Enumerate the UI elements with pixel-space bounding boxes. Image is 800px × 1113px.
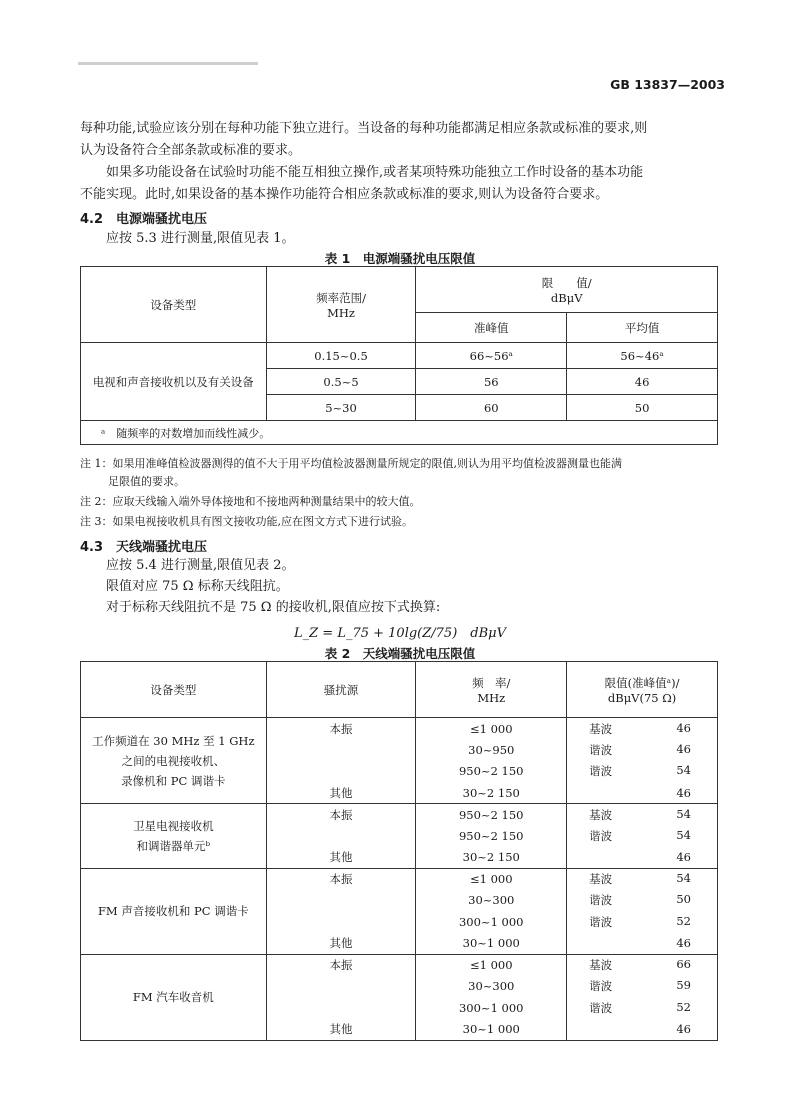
table2-source <box>266 911 416 933</box>
table1-header-freq: 频率范围/ MHz <box>266 267 416 343</box>
table1-header-limit: 限 值/ dBμV <box>416 267 718 313</box>
table2-harmonic: 谐波 <box>589 1000 613 1015</box>
note-3: 注 3：如果电视接收机具有图文接收功能,应在图文方式下进行试验。 <box>80 515 413 528</box>
table1-cell: 56~46ᵃ <box>567 343 718 369</box>
table2-value: 54 <box>676 806 691 821</box>
table2-harmonic: 基波 <box>589 958 613 972</box>
table-row <box>81 954 718 976</box>
note-1: 注 1：如果用准峰值检波器测得的值不大于用平均值检波器测量所规定的限值,则认为用平均值检波器测量也能满 <box>80 457 622 470</box>
table2 <box>80 661 718 1041</box>
table2-limit <box>567 825 718 847</box>
table2-limit <box>567 739 718 761</box>
table2-value: 59 <box>676 978 691 993</box>
conversion-formula: L_Z = L_75 + 10lg(Z/75) dBμV <box>294 626 506 641</box>
table1-footnote: ᵃ 随频率的对数增加而线性减少。 <box>81 421 718 445</box>
table1-cell: 60 <box>416 395 567 421</box>
table2-value: 54 <box>676 763 691 778</box>
table2-header-device: 设备类型 <box>81 662 267 718</box>
section-text: 应按 5.4 进行测量,限值见表 2。 <box>106 558 295 573</box>
table2-source: 其他 <box>266 847 416 869</box>
table2-freq: 30~1 000 <box>416 933 567 955</box>
table2-source <box>266 761 416 783</box>
table2-value: 52 <box>676 999 691 1014</box>
table2-source: 本振 <box>266 868 416 890</box>
table1-cell: 56 <box>416 369 567 395</box>
table2-harmonic: 谐波 <box>589 979 613 994</box>
table2-device: FM 汽车收音机 <box>81 954 267 1040</box>
table2-source: 本振 <box>266 954 416 976</box>
table2-freq: 300~1 000 <box>416 997 567 1019</box>
section-heading-4-2: 4.2 电源端骚扰电压 <box>80 212 208 227</box>
table2-source: 其他 <box>266 782 416 804</box>
paragraph-line: 每种功能,试验应该分别在每种功能下独立进行。当设备的每种功能都满足相应条款或标准的要求,则 <box>80 121 648 136</box>
table2-value: 54 <box>676 871 691 885</box>
table2-source <box>266 825 416 847</box>
table2-freq: 300~1 000 <box>416 911 567 933</box>
header-rule <box>78 62 258 65</box>
table2-value: 46 <box>676 720 691 735</box>
table2-freq: 30~2 150 <box>416 847 567 869</box>
table1-header-device: 设备类型 <box>81 267 267 343</box>
table2-harmonic: 谐波 <box>589 914 613 929</box>
table2-value: 66 <box>676 957 691 971</box>
table-row <box>81 718 718 740</box>
section-heading-4-3: 4.3 天线端骚扰电压 <box>80 540 208 555</box>
table2-value: 46 <box>676 1022 691 1036</box>
table1-cell: 5~30 <box>266 395 416 421</box>
table2-header-freq: 频 率/ MHz <box>416 662 567 718</box>
note-2: 注 2：应取天线输入端外导体接地和不接地两种测量结果中的较大值。 <box>80 495 421 508</box>
table2-value: 50 <box>676 892 691 907</box>
table2-harmonic: 谐波 <box>589 828 613 843</box>
table2-value: 46 <box>676 785 691 800</box>
table1-cell: 66~56ᵃ <box>416 343 567 369</box>
table2-limit <box>567 761 718 783</box>
table2-harmonic: 基波 <box>589 807 613 822</box>
table2-freq: ≤1 000 <box>416 868 567 890</box>
table2-value: 52 <box>676 913 691 928</box>
section-text: 对于标称天线阻抗不是 75 Ω 的接收机,限值应按下式换算: <box>106 600 441 615</box>
table2-limit <box>567 954 718 976</box>
table2-limit <box>567 1019 718 1041</box>
table1-header-avg: 平均值 <box>567 313 718 343</box>
table2-limit <box>567 847 718 869</box>
table2-freq: 30~950 <box>416 739 567 761</box>
table2-limit <box>567 782 718 804</box>
table2-freq: 30~300 <box>416 890 567 912</box>
table2-harmonic: 谐波 <box>589 742 613 757</box>
paragraph-line: 如果多功能设备在试验时功能不能互相独立操作,或者某项特殊功能独立工作时设备的基本功能 <box>106 165 644 180</box>
section-text: 限值对应 75 Ω 标称天线阻抗。 <box>106 579 289 594</box>
table1-header-qp: 准峰值 <box>416 313 567 343</box>
table2-harmonic: 基波 <box>589 721 613 736</box>
table-row <box>81 804 718 826</box>
table2-value: 46 <box>676 741 691 756</box>
table1-cell: 50 <box>567 395 718 421</box>
table1-cell: 46 <box>567 369 718 395</box>
table2-source: 其他 <box>266 1019 416 1041</box>
table2-freq: 30~300 <box>416 976 567 998</box>
table2-freq: 30~2 150 <box>416 782 567 804</box>
table2-limit <box>567 868 718 890</box>
table2-harmonic: 谐波 <box>589 764 613 779</box>
table2-source <box>266 739 416 761</box>
table2-value: 54 <box>676 827 691 842</box>
table1-device: 电视和声音接收机以及有关设备 <box>81 343 267 421</box>
section-text: 应按 5.3 进行测量,限值见表 1。 <box>106 231 295 246</box>
table2-header-source: 骚扰源 <box>266 662 416 718</box>
table-row <box>81 868 718 890</box>
table2-freq: 950~2 150 <box>416 804 567 826</box>
table2-caption: 表 2 天线端骚扰电压限值 <box>324 646 476 661</box>
table2-freq: 950~2 150 <box>416 761 567 783</box>
table2-source <box>266 890 416 912</box>
table2-limit <box>567 933 718 955</box>
table2-freq: ≤1 000 <box>416 718 567 740</box>
table2-header-limit: 限值(准峰值ᵃ)/ dBμV(75 Ω) <box>567 662 718 718</box>
table2-value: 46 <box>676 936 691 950</box>
table2-limit <box>567 718 718 740</box>
table1-caption: 表 1 电源端骚扰电压限值 <box>324 251 476 266</box>
table2-harmonic: 谐波 <box>589 893 613 908</box>
table1-cell: 0.15~0.5 <box>266 343 416 369</box>
table2-value: 46 <box>676 850 691 864</box>
standard-number: GB 13837—2003 <box>610 77 725 92</box>
table2-device: 卫星电视接收机 和调谐器单元ᵇ <box>81 804 267 869</box>
note-1-cont: 足限值的要求。 <box>108 475 185 488</box>
table2-source <box>266 997 416 1019</box>
table2-source: 本振 <box>266 804 416 826</box>
table1-cell: 0.5~5 <box>266 369 416 395</box>
table2-source <box>266 976 416 998</box>
table1 <box>80 266 718 445</box>
table2-source: 本振 <box>266 718 416 740</box>
table2-harmonic: 基波 <box>589 872 613 886</box>
table2-limit <box>567 890 718 912</box>
table2-limit <box>567 976 718 998</box>
table2-limit <box>567 911 718 933</box>
table2-limit <box>567 804 718 826</box>
table2-body <box>81 718 718 1041</box>
table2-device: FM 声音接收机和 PC 调谐卡 <box>81 868 267 954</box>
table2-freq: ≤1 000 <box>416 954 567 976</box>
table2-freq: 30~1 000 <box>416 1019 567 1041</box>
table2-limit <box>567 997 718 1019</box>
table2-source: 其他 <box>266 933 416 955</box>
table2-freq: 950~2 150 <box>416 825 567 847</box>
paragraph-line: 不能实现。此时,如果设备的基本操作功能符合相应条款或标准的要求,则认为设备符合要求。 <box>80 187 609 202</box>
table2-device: 工作频道在 30 MHz 至 1 GHz 之间的电视接收机、 录像机和 PC 调谐卡 <box>81 718 267 804</box>
paragraph-line: 认为设备符合全部条款或标准的要求。 <box>80 143 302 158</box>
